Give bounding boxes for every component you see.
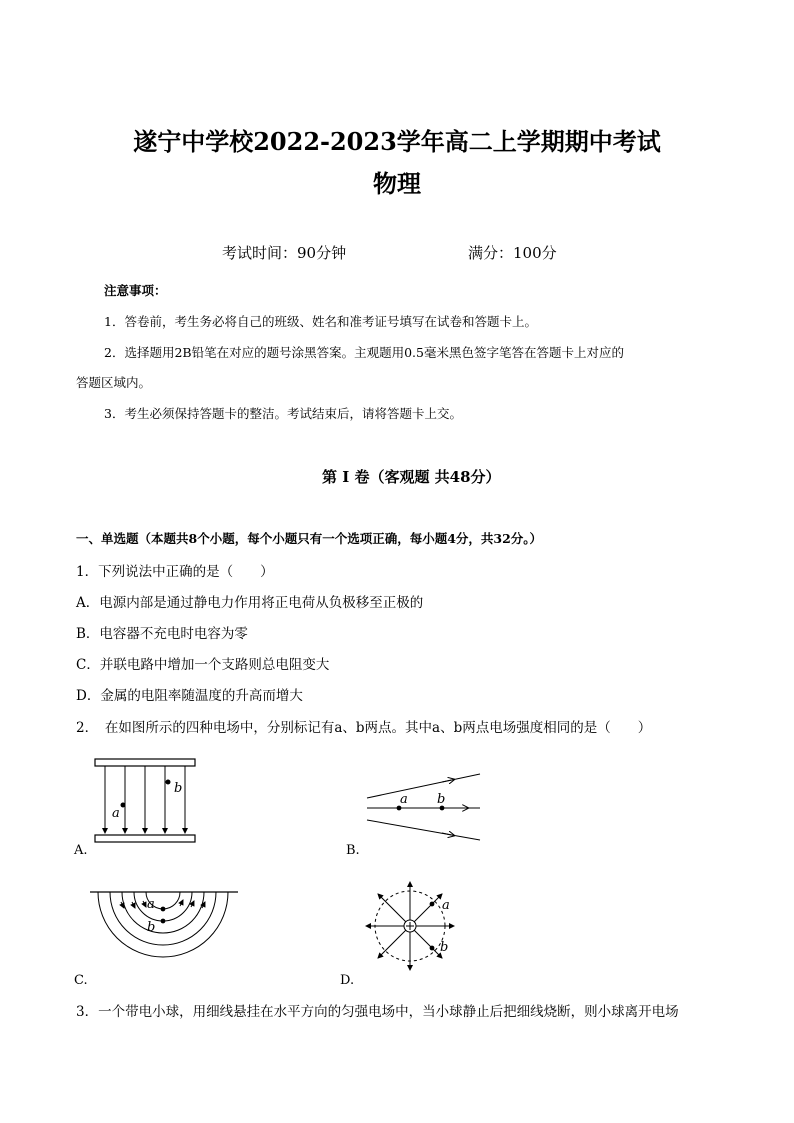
figure-d-point-charge [360, 876, 460, 976]
fig-c-label-a: a [147, 897, 155, 912]
q1-option-a: A．电源内部是通过静电力作用将正电荷从负极移至正极的 [76, 595, 424, 611]
q1-option-b: B．电容器不充电时电容为零 [76, 626, 248, 642]
exam-time: 考试时间：90分钟 [222, 244, 347, 262]
q1-option-d: D．金属的电阻率随温度的升高而增大 [76, 688, 303, 704]
exam-title: 遂宁中学校2022-2023学年高二上学期期中考试 [133, 127, 661, 156]
fig-label-d: D. [340, 973, 355, 988]
fig-a-label-a: a [112, 806, 120, 821]
note-item-2-cont: 答题区域内。 [76, 375, 152, 390]
notes-heading: 注意事项： [104, 283, 167, 298]
fig-label-c: C. [74, 973, 88, 988]
fig-b-label-b: b [437, 792, 446, 807]
note-item-2: 2．选择题用2B铅笔在对应的题号涂黑答案。主观题用0.5毫米黑色签字笔答在答题卡上对应的 [104, 345, 624, 360]
figure-c-arc-field [90, 888, 240, 968]
fig-c-label-b: b [147, 920, 156, 935]
fig-label-b: B. [346, 843, 360, 858]
full-score: 满分：100分 [468, 244, 557, 262]
fig-d-label-a: a [442, 898, 450, 913]
part-one-heading: 一、单选题（本题共8个小题，每个小题只有一个选项正确，每小题4分，共32分。） [76, 531, 543, 546]
q3-stem: 3．一个带电小球，用细线悬挂在水平方向的匀强电场中，当小球静止后把细线烧断，则小球离开电场 [76, 1004, 679, 1020]
fig-a-label-b: b [174, 781, 183, 796]
subject-title: 物理 [373, 169, 421, 198]
fig-d-label-b: b [440, 940, 449, 955]
fig-b-label-a: a [400, 792, 408, 807]
section-title: 第 Ⅰ 卷（客观题 共48分） [322, 468, 501, 486]
note-item-3: 3．考生必须保持答题卡的整洁。考试结束后，请将答题卡上交。 [104, 406, 462, 421]
fig-label-a: A. [74, 843, 88, 858]
q1-stem: 1．下列说法中正确的是（ ） [76, 564, 274, 580]
q1-option-c: C．并联电路中增加一个支路则总电阻变大 [76, 657, 330, 673]
note-item-1: 1．答卷前，考生务必将自己的班级、姓名和准考证号填写在试卷和答题卡上。 [104, 314, 537, 329]
q2-stem: 2． 在如图所示的四种电场中，分别标记有a、b两点。其中a、b两点电场强度相同的是（ ） [76, 720, 652, 736]
figure-b-field-lines [362, 770, 487, 842]
figure-a-parallel-plates [90, 755, 200, 851]
